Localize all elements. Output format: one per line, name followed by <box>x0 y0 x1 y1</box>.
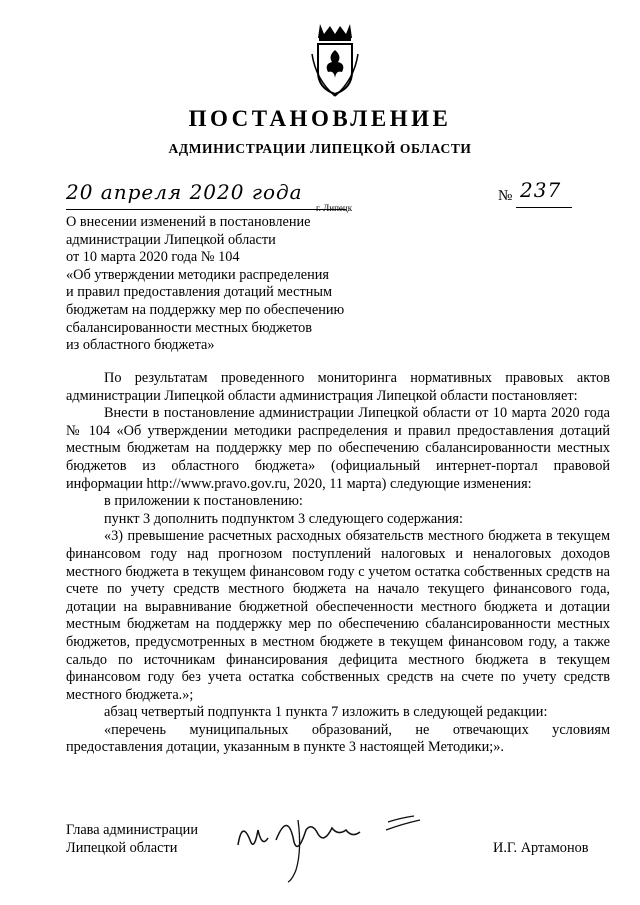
position-line: Глава администрации <box>66 822 198 838</box>
paragraph-appendix: в приложении к постановлению: <box>104 493 303 510</box>
subject-line: администрации Липецкой области <box>66 231 276 248</box>
paragraph-point-7: абзац четвертый подпункта 1 пункта 7 изложить в следующей редакции: <box>104 704 548 721</box>
signatory-name: И.Г. Артамонов <box>493 840 589 856</box>
subject-line: и правил предоставления дотаций местным <box>66 284 333 301</box>
document-subtitle: АДМИНИСТРАЦИИ ЛИПЕЦКОЙ ОБЛАСТИ <box>168 141 472 156</box>
city-label: г. Липецк <box>316 203 353 213</box>
subject-line: «Об утверждении методики распределения <box>66 266 329 283</box>
signatory-position <box>66 822 198 857</box>
subject-line: бюджетам на поддержку мер по обеспечению <box>66 301 345 318</box>
subject-line: О внесении изменений в постановление <box>66 214 311 230</box>
number-underline <box>516 207 572 208</box>
paragraph-amendment: Внести в постановление администрации Липецкой области от 10 марта 2020 года № 104 «Об утверждении методики распределения и правил предоставления дотаций местным бюджетам на поддержку мер по обеспечению сбалансированности местных бюджетов из областного бюджета» (официальный интернет-портал правовой информации http://www.pravo.gov.ru, 2020, 11 марта) следующие изменения: <box>66 405 610 492</box>
document-title: ПОСТАНОВЛЕНИЕ <box>188 106 452 131</box>
paragraph-point-3: пункт 3 дополнить подпунктом 3 следующего содержания: <box>104 510 463 527</box>
number-label: № <box>498 188 513 204</box>
handwritten-number: 237 <box>520 178 562 202</box>
handwritten-signature <box>228 800 448 885</box>
paragraph-list-text: «перечень муниципальных образований, не отвечающих условиям предоставления дотации, указанным в пункте 3 настоящей Методики;». <box>66 721 610 756</box>
handwritten-date: 20 апреля 2020 года <box>66 180 303 204</box>
paragraph-subpoint-3: «3) превышение расчетных расходных обязательств местного бюджета в текущем финансовом году над прогнозом поступлений налоговых и неналоговых доходов местного бюджета в текущем финансовом году с учетом остатка собственных средств на счете по учету средств местного бюджета на начало текущего финансового года, дотации на выравнивание бюджетной обеспеченности местного бюджета и дотации местным бюджетам на поддержку мер по обеспечению сбалансированности местных бюджетов, предусмотренных в местном бюджете в текущем финансовом году, а также сальдо по источникам финансирования дефицита местного бюджета в текущем финансовом году без учета остатка собственных средств на счете по учету средств местного бюджета.»; <box>66 528 610 703</box>
document-body <box>66 370 610 757</box>
subject-line: от 10 марта 2020 года № 104 <box>66 249 240 266</box>
subject-block <box>66 214 344 355</box>
date-underline <box>66 209 346 210</box>
coat-of-arms-emblem <box>310 20 360 100</box>
subject-line: из областного бюджета» <box>66 337 215 354</box>
position-line: Липецкой области <box>66 839 178 856</box>
subject-line: сбалансированности местных бюджетов <box>66 319 313 336</box>
paragraph-preamble: По результатам проведенного мониторинга нормативных правовых актов администрации Липецкой области администрация Липецкой области постановляет: <box>66 370 610 404</box>
